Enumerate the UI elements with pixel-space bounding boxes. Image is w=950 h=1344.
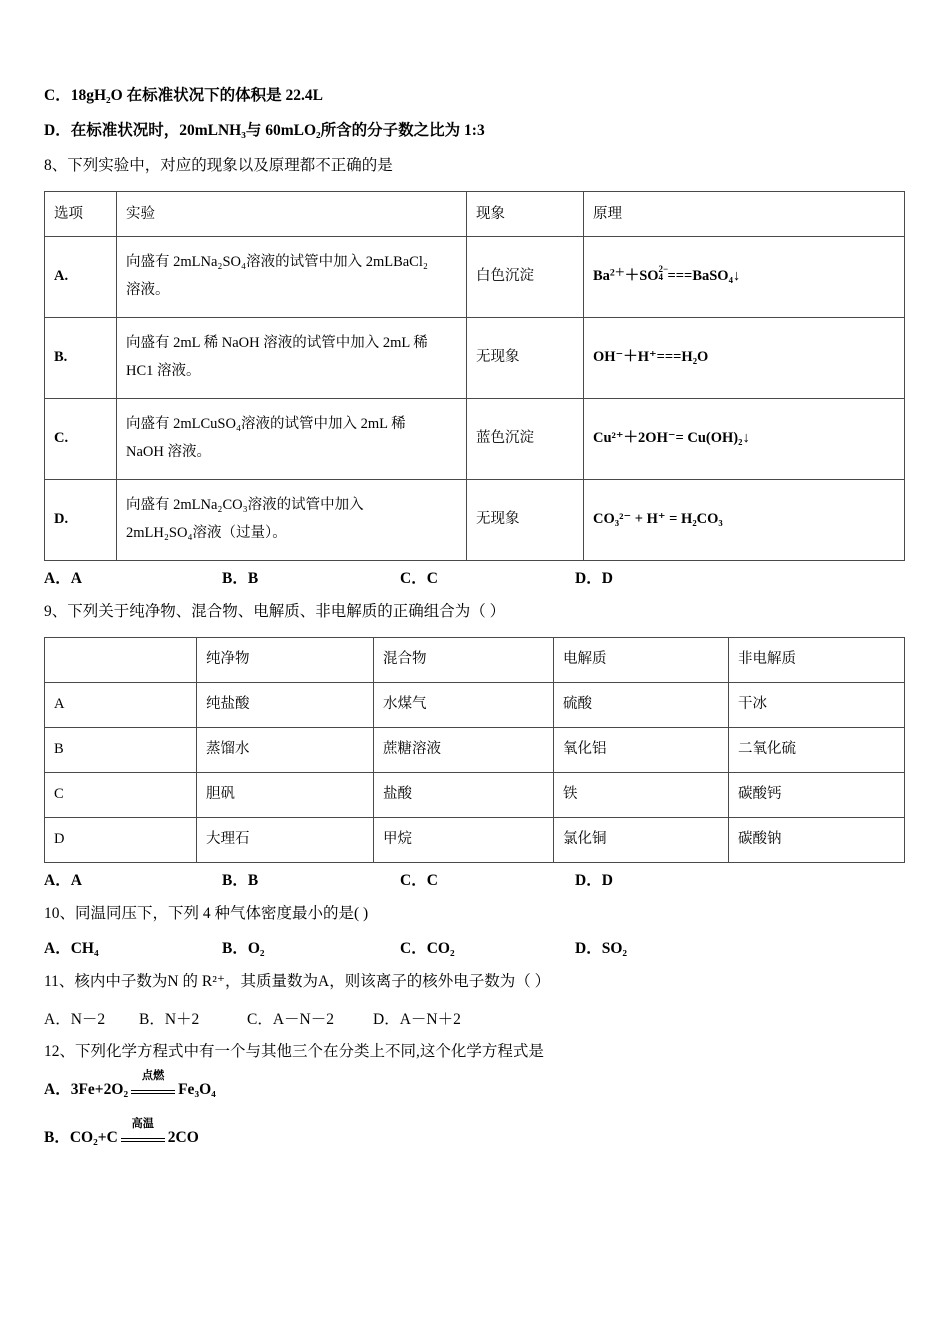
row-a-nonelectrolyte: 干冰 bbox=[729, 682, 905, 727]
row-d-experiment-line1: 向盛有 2mLNa₂CO₃溶液的试管中加入 bbox=[126, 497, 364, 514]
table-row bbox=[45, 317, 905, 398]
question-8-stem: 8、下列实验中，对应的现象以及原理都不正确的是 bbox=[44, 156, 393, 174]
option-c-line: C．18gH₂O 在标准状况下的体积是 22.4L bbox=[44, 87, 323, 104]
row-d-nonelectrolyte: 碳酸钠 bbox=[729, 817, 905, 862]
row-b-experiment-line2: HC1 溶液。 bbox=[126, 362, 201, 379]
question-12-equation-b bbox=[44, 1118, 898, 1147]
q11-answer-d[interactable]: D．A－N＋2 bbox=[373, 1010, 461, 1028]
row-d-phenomenon: 无现象 bbox=[467, 479, 584, 560]
q9-answer-d[interactable]: D．D bbox=[575, 871, 613, 889]
row-a-phenomenon: 白色沉淀 bbox=[467, 236, 584, 317]
row-b-electrolyte: 氧化铝 bbox=[554, 727, 729, 772]
row-option-c: C. bbox=[45, 398, 117, 479]
row-b-experiment bbox=[117, 317, 467, 398]
q10-answer-c[interactable]: C．CO₂ bbox=[400, 939, 455, 957]
table-row bbox=[45, 772, 905, 817]
row-a-experiment bbox=[117, 236, 467, 317]
eq-a-label: A． bbox=[44, 1080, 71, 1098]
question-10-answers bbox=[44, 939, 898, 959]
principle-post: ===BaSO₄↓ bbox=[667, 267, 741, 284]
q8-answer-c[interactable]: C．C bbox=[400, 569, 438, 587]
row-a-experiment-line1: 向盛有 2mLNa₂SO₄溶液的试管中加入 2mLBaCl₂ bbox=[126, 254, 428, 271]
row-a-label: A bbox=[45, 682, 197, 727]
q9-answer-b[interactable]: B．B bbox=[222, 871, 259, 889]
question-12-stem: 12、下列化学方程式中有一个与其他三个在分类上不同,这个化学方程式是 bbox=[44, 1042, 544, 1060]
eq-a-right: Fe₃O₄ bbox=[178, 1080, 216, 1098]
table-header-row bbox=[45, 637, 905, 682]
col-header-phenomenon: 现象 bbox=[467, 191, 584, 236]
eq-b-right: 2CO bbox=[167, 1128, 199, 1146]
table-row bbox=[45, 398, 905, 479]
question-11-stem: 11、核内中子数为N 的 R²⁺，其质量数为A，则该离子的核外电子数为（ ） bbox=[44, 973, 551, 991]
table-row bbox=[45, 727, 905, 772]
eq-b-bar bbox=[121, 1138, 165, 1142]
option-d-line: D．在标准状况时，20mLNH₃与 60mLO₂所含的分子数之比为 1:3 bbox=[44, 121, 485, 139]
col-header-electrolyte: 电解质 bbox=[554, 637, 729, 682]
row-b-pure: 蒸馏水 bbox=[197, 727, 374, 772]
row-b-mixture: 蔗糖溶液 bbox=[374, 727, 554, 772]
question-11-answers bbox=[44, 1007, 898, 1029]
row-b-principle: OH⁻＋H⁺===H₂O bbox=[584, 317, 905, 398]
row-d-pure: 大理石 bbox=[197, 817, 374, 862]
row-d-electrolyte: 氯化铜 bbox=[554, 817, 729, 862]
row-b-label: B bbox=[45, 727, 197, 772]
row-option-a: A. bbox=[45, 236, 117, 317]
col-header-blank bbox=[45, 637, 197, 682]
row-d-mixture: 甲烷 bbox=[374, 817, 554, 862]
row-a-pure: 纯盐酸 bbox=[197, 682, 374, 727]
col-header-mixture: 混合物 bbox=[374, 637, 554, 682]
q11-answer-a[interactable]: A．N－2 bbox=[44, 1010, 106, 1028]
col-header-nonelectrolyte: 非电解质 bbox=[729, 637, 905, 682]
q10-answer-d[interactable]: D．SO₂ bbox=[575, 939, 628, 957]
row-option-d: D. bbox=[45, 479, 117, 560]
eq-b-left: CO₂+C bbox=[69, 1128, 118, 1146]
row-c-principle: Cu²⁺＋2OH⁻= Cu(OH)₂↓ bbox=[584, 398, 905, 479]
q8-answer-b[interactable]: B．B bbox=[222, 569, 259, 587]
col-header-option: 选项 bbox=[45, 191, 117, 236]
table-row bbox=[45, 682, 905, 727]
row-c-experiment-line2: NaOH 溶液。 bbox=[126, 443, 211, 460]
q11-answer-b[interactable]: B．N＋2 bbox=[139, 1010, 200, 1028]
row-b-nonelectrolyte: 二氧化硫 bbox=[729, 727, 905, 772]
q11-answer-c[interactable]: C．A－N－2 bbox=[247, 1010, 334, 1028]
row-c-mixture: 盐酸 bbox=[374, 772, 554, 817]
row-c-pure: 胆矾 bbox=[197, 772, 374, 817]
row-a-mixture: 水煤气 bbox=[374, 682, 554, 727]
eq-b-condition: 高温 bbox=[131, 1118, 154, 1131]
sulfate-subscript: 4 bbox=[658, 272, 664, 283]
principle-mid: ＋SO bbox=[624, 267, 659, 284]
q8-answer-a[interactable]: A．A bbox=[44, 569, 82, 587]
row-a-experiment-line2: 溶液。 bbox=[126, 281, 170, 298]
row-c-experiment bbox=[117, 398, 467, 479]
question-9-table bbox=[44, 637, 905, 863]
reaction-arrow-icon bbox=[129, 1070, 177, 1099]
sulfate-charge: 2− bbox=[658, 263, 669, 274]
principle-sup: 2＋ bbox=[609, 267, 625, 279]
row-d-experiment bbox=[117, 479, 467, 560]
row-b-phenomenon: 无现象 bbox=[467, 317, 584, 398]
question-9-stem: 9、下列关于纯净物、混合物、电解质、非电解质的正确组合为（ ） bbox=[44, 602, 506, 620]
question-10-stem: 10、同温同压下，下列 4 种气体密度最小的是( ) bbox=[44, 904, 369, 922]
principle-pre: Ba bbox=[593, 267, 610, 284]
col-header-principle: 原理 bbox=[584, 191, 905, 236]
table-row bbox=[45, 817, 905, 862]
question-8-table bbox=[44, 191, 905, 561]
table-row bbox=[45, 236, 905, 317]
row-c-label: C bbox=[45, 772, 197, 817]
q9-answer-a[interactable]: A．A bbox=[44, 871, 82, 889]
row-d-label: D bbox=[45, 817, 197, 862]
eq-b-label: B． bbox=[44, 1128, 70, 1146]
question-8-answers bbox=[44, 569, 898, 589]
reaction-arrow-icon bbox=[119, 1118, 167, 1147]
page-content bbox=[44, 86, 898, 1173]
col-header-experiment: 实验 bbox=[117, 191, 467, 236]
q10-answer-b[interactable]: B．O₂ bbox=[222, 939, 265, 957]
row-c-phenomenon: 蓝色沉淀 bbox=[467, 398, 584, 479]
eq-a-bar bbox=[131, 1090, 175, 1094]
question-9-answers bbox=[44, 871, 898, 891]
row-d-principle: CO₃²⁻ + H⁺ = H₂CO₃ bbox=[584, 479, 905, 560]
row-option-b: B. bbox=[45, 317, 117, 398]
row-c-nonelectrolyte: 碳酸钙 bbox=[729, 772, 905, 817]
row-a-principle bbox=[584, 236, 905, 317]
q10-answer-a[interactable]: A．CH₄ bbox=[44, 939, 99, 957]
row-d-experiment-line2: 2mLH₂SO₄溶液（过量）。 bbox=[126, 524, 287, 541]
eq-a-condition: 点燃 bbox=[141, 1070, 165, 1083]
sulfate-charge-stack bbox=[658, 263, 669, 283]
question-12-equation-a bbox=[44, 1070, 898, 1099]
table-header-row bbox=[45, 191, 905, 236]
eq-a-left: 3Fe+2O₂ bbox=[70, 1080, 129, 1098]
row-b-experiment-line1: 向盛有 2mL 稀 NaOH 溶液的试管中加入 2mL 稀 bbox=[126, 335, 428, 352]
row-c-electrolyte: 铁 bbox=[554, 772, 729, 817]
row-a-electrolyte: 硫酸 bbox=[554, 682, 729, 727]
row-c-experiment-line1: 向盛有 2mLCuSO₄溶液的试管中加入 2mL 稀 bbox=[126, 416, 406, 433]
q9-answer-c[interactable]: C．C bbox=[400, 871, 438, 889]
q8-answer-d[interactable]: D．D bbox=[575, 569, 613, 587]
col-header-pure: 纯净物 bbox=[197, 637, 374, 682]
table-row bbox=[45, 479, 905, 560]
